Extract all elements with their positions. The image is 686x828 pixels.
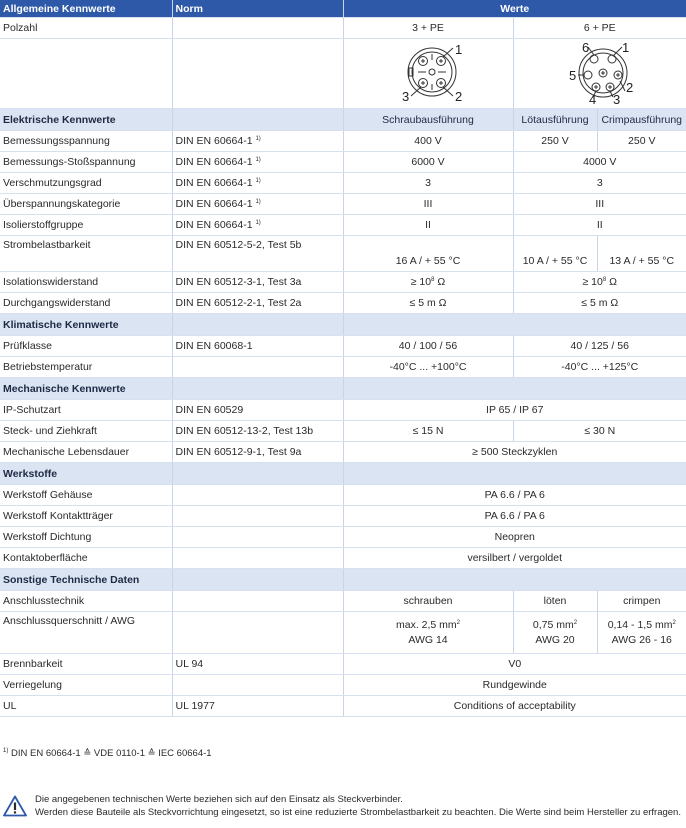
row-label: Werkstoff Dichtung xyxy=(0,527,172,548)
value-cell: 0,75 $mm^2$ AWG 20 xyxy=(513,612,597,654)
section-title: Klimatische Kennwerte xyxy=(0,314,172,336)
norm-text: DIN EN 60664-1 xyxy=(175,177,253,189)
table-row xyxy=(0,485,686,506)
section-header xyxy=(0,463,686,485)
table-row xyxy=(0,215,686,236)
row-label: Polzahl xyxy=(0,18,172,39)
table-row xyxy=(0,173,686,194)
value-cell: III xyxy=(513,194,686,215)
value-cell: Rundgewinde xyxy=(343,675,686,696)
footnote-ref: 1) xyxy=(255,136,261,142)
value-cell: 400 V xyxy=(343,131,513,152)
row-label: Betriebstemperatur xyxy=(0,357,172,378)
value-cell: versilbert / vergoldet xyxy=(343,548,686,569)
table-row xyxy=(0,527,686,548)
table-row xyxy=(0,336,686,357)
row-label: Anschlusstechnik xyxy=(0,591,172,612)
value-cell: -40°C ... +125°C xyxy=(513,357,686,378)
value-cell: 3 xyxy=(513,173,686,194)
table-row xyxy=(0,131,686,152)
value-cell: V0 xyxy=(343,654,686,675)
warning-line-1: Die angegebenen technischen Werte beziehen sich auf den Einsatz als Steckverbinder. xyxy=(35,794,403,805)
table-row xyxy=(0,194,686,215)
norm-cell: DIN EN 60512-9-1, Test 9a xyxy=(172,442,343,463)
pin-label: 1 xyxy=(454,42,462,57)
pinout-3pole-diagram xyxy=(347,39,514,105)
row-label: UL xyxy=(0,696,172,717)
warning-line-2: Werden diese Bauteile als Steckvorrichtung eingesetzt, so ist eine reduzierte Strombelastbarkeit zu beachten. Die Werte sind beim Hersteller zu erfragen. xyxy=(35,807,681,818)
footnote-ref: 1) xyxy=(255,178,261,184)
norm-text: DIN EN 60664-1 xyxy=(175,198,253,210)
value-cell: 250 V xyxy=(513,131,597,152)
warning-triangle-icon xyxy=(3,795,27,817)
norm-text: DIN EN 60664-1 xyxy=(175,156,253,168)
norm-cell: DIN EN 60512-3-1, Test 3a xyxy=(172,272,343,293)
row-label: Bemessungsspannung xyxy=(0,131,172,152)
value-cell: 13 A / + 55 °C xyxy=(597,236,686,272)
variant-label: Crimpausführung xyxy=(597,109,686,131)
table-row xyxy=(0,357,686,378)
norm-cell: DIN EN 60512-2-1, Test 2a xyxy=(172,293,343,314)
row-label: Steck- und Ziehkraft xyxy=(0,421,172,442)
pinout-6pole-cell xyxy=(513,39,686,109)
section-header xyxy=(0,569,686,591)
header-values: Werte xyxy=(343,0,686,18)
norm-cell xyxy=(172,173,343,194)
norm-cell: UL 1977 xyxy=(172,696,343,717)
row-label: Prüfklasse xyxy=(0,336,172,357)
value-cell: 6 + PE xyxy=(513,18,686,39)
norm-cell xyxy=(172,357,343,378)
table-row xyxy=(0,612,686,654)
value-cell: 10 A / + 55 °C xyxy=(513,236,597,272)
footnote-ref: 1) xyxy=(255,157,261,163)
table-row xyxy=(0,152,686,173)
value-cell: -40°C ... +100°C xyxy=(343,357,513,378)
row-label: Isolationswiderstand xyxy=(0,272,172,293)
value-cell: ≥ $10^8$ Ω xyxy=(343,272,513,293)
footnote-text: DIN EN 60664-1 ≙ VDE 0110-1 ≙ IEC 60664-1 xyxy=(8,748,212,759)
pin-label: 3 xyxy=(401,89,409,104)
value-cell: 40 / 100 / 56 xyxy=(343,336,513,357)
value-cell: PA 6.6 / PA 6 xyxy=(343,506,686,527)
table-row xyxy=(0,293,686,314)
norm-text: DIN EN 60664-1 xyxy=(175,135,253,147)
value-cell: II xyxy=(513,215,686,236)
header-general: Allgemeine Kennwerte xyxy=(0,0,172,18)
row-label: Durchgangswiderstand xyxy=(0,293,172,314)
table-row xyxy=(0,675,686,696)
norm-cell xyxy=(172,215,343,236)
value-cell: 250 V xyxy=(597,131,686,152)
value-cell: crimpen xyxy=(597,591,686,612)
table-row xyxy=(0,548,686,569)
table-row xyxy=(0,18,686,39)
variant-label: Lötausführung xyxy=(513,109,597,131)
value-cell: ≤ 5 m Ω xyxy=(513,293,686,314)
value-cell: ≤ 15 N xyxy=(343,421,513,442)
value-cell: IP 65 / IP 67 xyxy=(343,400,686,421)
footnote-ref: 1) xyxy=(255,199,261,205)
warning-text xyxy=(35,793,681,819)
table-row xyxy=(0,696,686,717)
value-cell: 16 A / + 55 °C xyxy=(343,236,513,272)
value-cell: schrauben xyxy=(343,591,513,612)
value-cell: II xyxy=(343,215,513,236)
pin-label: 2 xyxy=(625,80,633,95)
value-cell: 40 / 125 / 56 xyxy=(513,336,686,357)
value-cell: 6000 V xyxy=(343,152,513,173)
norm-cell xyxy=(172,131,343,152)
pinout-6pole-diagram xyxy=(517,39,686,105)
norm-cell xyxy=(172,152,343,173)
row-label: Brennbarkeit xyxy=(0,654,172,675)
value-cell: 0,14 - 1,5 $mm^2$ AWG 26 - 16 xyxy=(597,612,686,654)
pin-label: 4 xyxy=(588,92,596,105)
pin-label: 6 xyxy=(581,40,589,55)
pinout-3pole-cell xyxy=(343,39,513,109)
row-label: Werkstoff Kontaktträger xyxy=(0,506,172,527)
table-row xyxy=(0,272,686,293)
row-label: Mechanische Lebensdauer xyxy=(0,442,172,463)
row-label: IP-Schutzart xyxy=(0,400,172,421)
section-title: Werkstoffe xyxy=(0,463,172,485)
table-row xyxy=(0,400,686,421)
norm-cell xyxy=(172,675,343,696)
table-row xyxy=(0,421,686,442)
value-cell: 4000 V xyxy=(513,152,686,173)
row-label: Werkstoff Gehäuse xyxy=(0,485,172,506)
value-cell: Conditions of acceptability xyxy=(343,696,686,717)
norm-cell: DIN EN 60512-5-2, Test 5b xyxy=(172,236,343,272)
norm-text: DIN EN 60664-1 xyxy=(175,219,253,231)
row-label: Anschlussquerschnitt / AWG xyxy=(0,612,172,654)
footnote-marker: 1) xyxy=(3,748,9,754)
section-title: Sonstige Technische Daten xyxy=(0,569,172,591)
table-row xyxy=(0,442,686,463)
norm-cell: DIN EN 60512-13-2, Test 13b xyxy=(172,421,343,442)
table-row xyxy=(0,591,686,612)
value-cell: ≤ 30 N xyxy=(513,421,686,442)
norm-cell: DIN EN 60068-1 xyxy=(172,336,343,357)
row-label: Überspannungskategorie xyxy=(0,194,172,215)
value-cell: Neopren xyxy=(343,527,686,548)
row-label: Strombelastbarkeit xyxy=(0,236,172,272)
row-label: Verschmutzungsgrad xyxy=(0,173,172,194)
table-row-diagrams xyxy=(0,39,686,109)
header-norm: Norm xyxy=(172,0,343,18)
pin-label: 1 xyxy=(621,40,629,55)
table-row xyxy=(0,506,686,527)
row-label: Isolierstoffgruppe xyxy=(0,215,172,236)
value-cell: III xyxy=(343,194,513,215)
section-header xyxy=(0,378,686,400)
value-cell: löten xyxy=(513,591,597,612)
value-cell: ≥ $10^8$ Ω xyxy=(513,272,686,293)
value-cell: ≤ 5 m Ω xyxy=(343,293,513,314)
footnote xyxy=(3,748,212,759)
value-cell: 3 + PE xyxy=(343,18,513,39)
row-label: Verriegelung xyxy=(0,675,172,696)
table-header xyxy=(0,0,686,18)
section-header xyxy=(0,314,686,336)
pin-label: 3 xyxy=(612,92,620,105)
section-title: Elektrische Kennwerte xyxy=(0,109,172,131)
row-label: Kontaktoberfläche xyxy=(0,548,172,569)
norm-cell: UL 94 xyxy=(172,654,343,675)
norm-cell xyxy=(172,194,343,215)
row-label: Bemessungs-Stoßspannung xyxy=(0,152,172,173)
value-cell: ≥ 500 Steckzyklen xyxy=(343,442,686,463)
table-row xyxy=(0,236,686,272)
table-row xyxy=(0,654,686,675)
value-cell: max. 2,5 $mm^2$ AWG 14 xyxy=(343,612,513,654)
pin-label: 2 xyxy=(454,89,462,104)
value-cell: 3 xyxy=(343,173,513,194)
norm-cell: DIN EN 60529 xyxy=(172,400,343,421)
pin-label: 5 xyxy=(568,68,576,83)
variant-label: Schraubausführung xyxy=(343,109,513,131)
section-title: Mechanische Kennwerte xyxy=(0,378,172,400)
value-cell: PA 6.6 / PA 6 xyxy=(343,485,686,506)
section-header xyxy=(0,109,686,131)
footnote-ref: 1) xyxy=(255,220,261,226)
